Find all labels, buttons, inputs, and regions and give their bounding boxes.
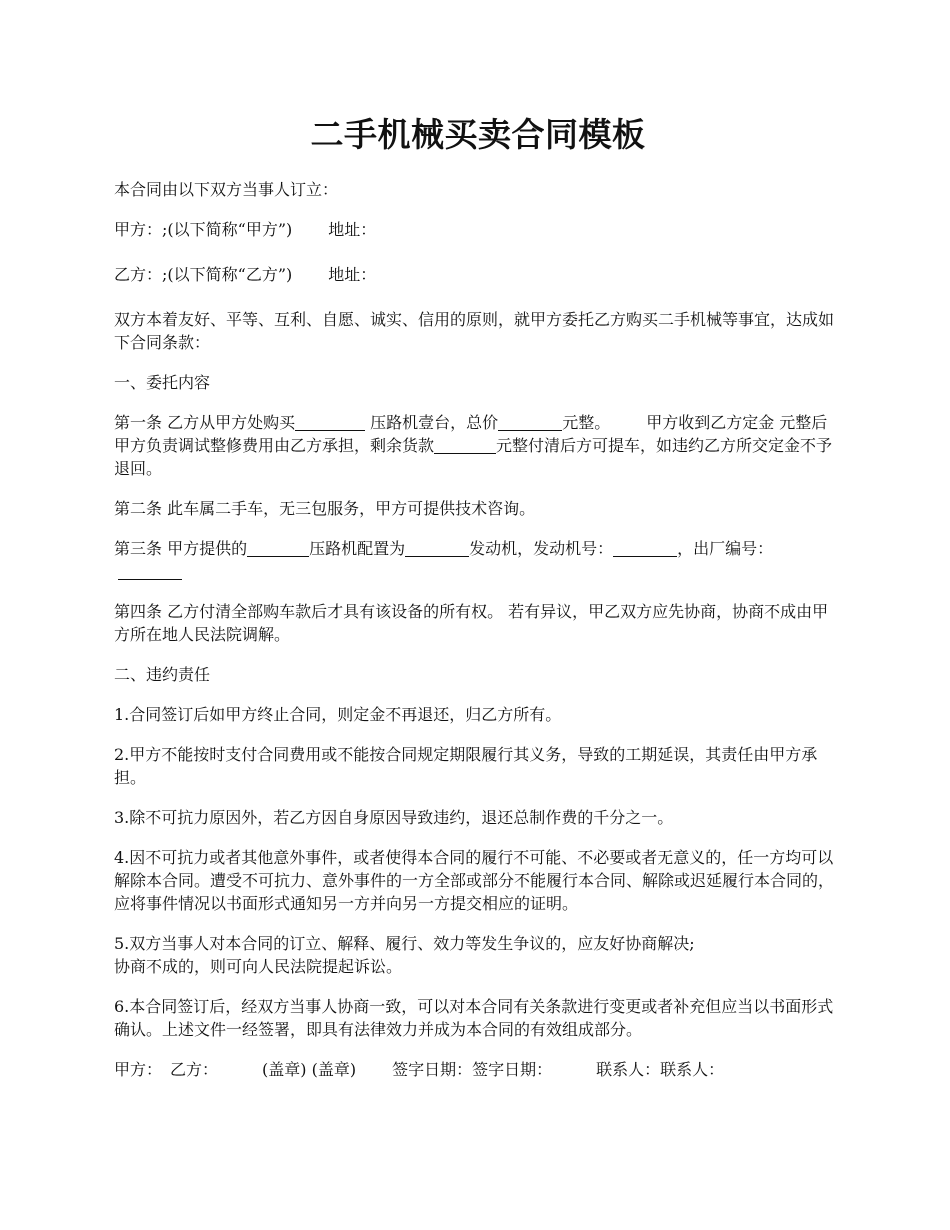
article-1-text-a: 第一条 乙方从甲方处购买: [114, 413, 296, 432]
party-b-label: 乙方：: [114, 265, 163, 284]
party-b-address: 地址：: [328, 265, 377, 284]
article-3-text-d: ，出厂编号：: [677, 539, 774, 558]
article-3-text-b: 压路机配置为: [309, 539, 406, 558]
party-a-label: 甲方：: [114, 220, 163, 239]
blank-field[interactable]: [295, 414, 365, 431]
sign-date-b: 签字日期：: [472, 1060, 553, 1079]
liability-item-1: 1.合同签订后如甲方终止合同，则定金不再退还，归乙方所有。: [114, 705, 562, 724]
article-3-text-c: 发动机，发动机号：: [469, 539, 614, 558]
liability-item-4: 4.因不可抗力或者其他意外事件，或者使得本合同的履行不可能、不必要或者无意义的，任一方均可以解除本合同。遭受不可抗力、意外事件的一方全部或部分不能履行本合同、解除或迟延履行本合同的，应将事件情况以书面形式通知另一方并向另一方提交相应的证明。: [114, 848, 835, 913]
article-1-text-b: 压路机壹台，总价: [365, 413, 499, 432]
intro-paragraph: 本合同由以下双方当事人订立：: [114, 180, 339, 199]
blank-field[interactable]: [247, 540, 309, 557]
article-3: [114, 537, 842, 583]
liability-item-5-line-2: 协商不成的，则可向人民法院提起诉讼。: [114, 957, 403, 976]
blank-field[interactable]: [405, 540, 469, 557]
liability-item-5: [114, 932, 842, 978]
liability-item-2: 2.甲方不能按时支付合同费用或不能按合同规定期限履行其义务，导致的工期延误，其责任由甲方承担。: [114, 745, 818, 787]
liability-item-3: 3.除不可抗力原因外，若乙方因自身原因导致违约，退还总制作费的千分之一。: [114, 808, 674, 827]
article-1: [114, 411, 842, 480]
article-1-text-d: 甲方收到乙方定金 元整后甲方负责调试整修费用由乙方承担，剩余货款: [114, 413, 828, 455]
party-a-address: 地址：: [328, 220, 377, 239]
party-b-alias: ;(以下简称“乙方”): [162, 265, 293, 284]
contact-b: 联系人：: [660, 1060, 725, 1079]
document-title: 二手机械买卖合同模板: [310, 115, 646, 154]
article-1-text-c: 元整。: [562, 413, 611, 432]
principle-paragraph: 双方本着友好、平等、互利、自愿、诚实、信用的原则，就甲方委托乙方购买二手机械等事宜，达成如下合同条款：: [114, 310, 835, 352]
signature-party-a: 甲方：: [114, 1060, 163, 1079]
party-a-alias: ;(以下简称“甲方”): [162, 220, 293, 239]
signature-line: [114, 1058, 842, 1081]
article-4: 第四条 乙方付清全部购车款后才具有该设备的所有权。 若有异议，甲乙双方应先协商，协商不成由甲方所在地人民法院调解。: [114, 602, 829, 644]
blank-field[interactable]: [498, 414, 562, 431]
section-2-heading: 二、违约责任: [114, 665, 211, 684]
sign-date-a: 签字日期：: [392, 1060, 473, 1079]
party-b-line: [114, 263, 842, 286]
liability-item-5-line-1: 5.双方当事人对本合同的订立、解释、履行、效力等发生争议的，应友好协商解决;: [114, 934, 695, 953]
article-3-text-a: 第三条 甲方提供的: [114, 539, 248, 558]
section-1-heading: 一、委托内容: [114, 373, 211, 392]
party-a-line: [114, 218, 842, 241]
signature-party-b: 乙方：: [170, 1060, 219, 1079]
blank-field[interactable]: [118, 563, 182, 580]
seal-a: (盖章): [262, 1060, 307, 1079]
contact-a: 联系人：: [596, 1060, 661, 1079]
seal-b: (盖章): [311, 1060, 357, 1079]
liability-item-6: 6.本合同签订后，经双方当事人协商一致，可以对本合同有关条款进行变更或者补充但应当以书面形式确认。上述文件一经签署，即具有法律效力并成为本合同的有效组成部分。: [114, 997, 834, 1039]
blank-field[interactable]: [434, 437, 496, 454]
blank-field[interactable]: [613, 540, 677, 557]
article-2: 第二条 此车属二手车，无三包服务，甲方可提供技术咨询。: [114, 499, 536, 518]
article-1-text-e: 元整付清后方可提车，如违约乙方所交定金不予退回。: [114, 436, 833, 478]
